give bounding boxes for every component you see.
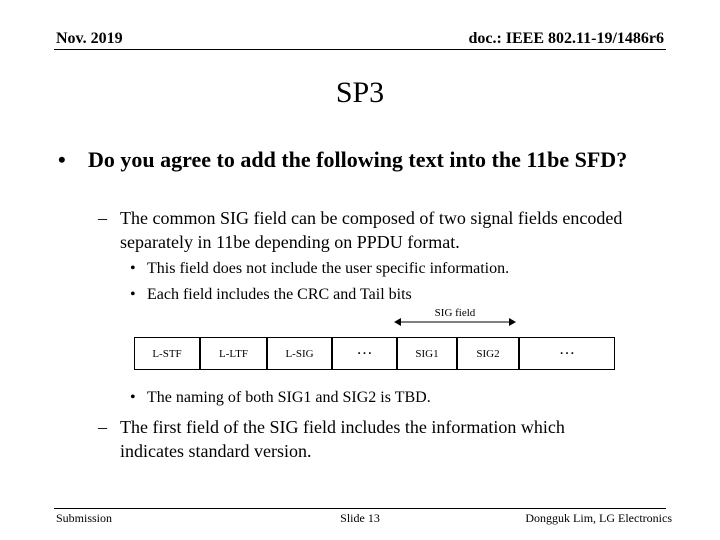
point-bullet: •: [130, 389, 136, 406]
slide-title: SP3: [335, 76, 385, 109]
footer-divider: [54, 508, 666, 509]
ppdu-cell-ellipsis-1: …: [332, 337, 397, 370]
point-1-text: This field does not include the user specific information.: [147, 260, 510, 277]
sig-field-label: SIG field: [434, 307, 476, 319]
ppdu-cell-lltf: L-LTF: [200, 337, 267, 370]
point-bullet: •: [130, 286, 136, 303]
sub-item-2-text: The first field of the SIG field includes the information which indicates standard version.: [120, 417, 565, 461]
note-text: The naming of both SIG1 and SIG2 is TBD.: [147, 389, 431, 406]
ppdu-cell-ellipsis-2: …: [519, 337, 615, 370]
footer-slide-number: Slide 13: [340, 511, 380, 525]
point-2-text: Each field includes the CRC and Tail bits: [147, 286, 412, 303]
header-doc-id: doc.: IEEE 802.11-19/1486r6: [468, 30, 664, 47]
point-bullet: •: [130, 260, 136, 277]
sub-item-1-text: The common SIG field can be composed of two signal fields encoded separately in 11be depending on PPDU format.: [120, 208, 623, 252]
header-date: Nov. 2019: [56, 30, 123, 47]
ppdu-cell-lsig: L-SIG: [267, 337, 332, 370]
footer-author: Dongguk Lim, LG Electronics: [525, 511, 672, 525]
dash-mark: –: [98, 417, 107, 437]
ppdu-cell-sig2: SIG2: [457, 337, 519, 370]
question-text: Do you agree to add the following text into the 11be SFD?: [88, 147, 628, 172]
dash-mark: –: [98, 208, 107, 228]
ppdu-cell-sig1: SIG1: [397, 337, 457, 370]
bullet-mark: •: [58, 147, 66, 172]
ppdu-cell-lstf: L-STF: [134, 337, 200, 370]
sig-field-arrow: [392, 315, 518, 329]
header-divider: [54, 49, 666, 50]
footer-submission: Submission: [56, 511, 113, 525]
